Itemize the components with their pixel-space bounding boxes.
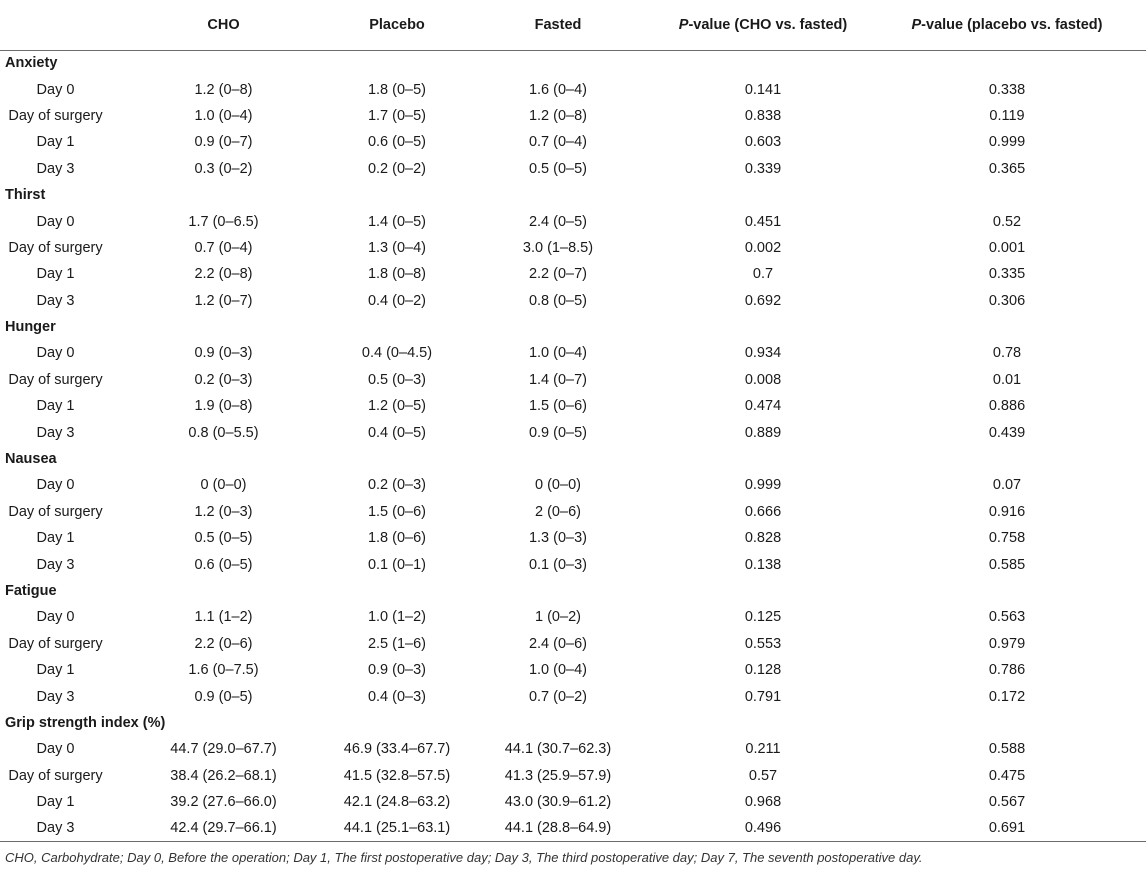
row-label: Day 0	[36, 213, 75, 230]
cell-cho: 0.8 (0–5.5)	[188, 424, 259, 441]
group-title: Nausea	[5, 451, 57, 468]
cell-cho: 44.7 (29.0–67.7)	[170, 741, 277, 758]
cell-fasted: 1.0 (0–4)	[528, 345, 588, 362]
cell-p-placebo-vs-fasted: 0.916	[988, 503, 1026, 520]
table-row	[0, 208, 1146, 234]
cell-p-placebo-vs-fasted: 0.886	[988, 398, 1026, 415]
table-row	[0, 763, 1146, 789]
cell-cho: 1.1 (1–2)	[194, 609, 253, 626]
cell-cho: 0.5 (0–5)	[194, 530, 253, 547]
cell-placebo: 0.4 (0–4.5)	[361, 345, 433, 362]
cell-p-cho-vs-fasted: 0.451	[744, 213, 782, 230]
group-row	[0, 578, 1146, 604]
cell-p-placebo-vs-fasted: 0.335	[988, 266, 1026, 283]
cell-p-cho-vs-fasted: 0.125	[744, 609, 782, 626]
row-label: Day 0	[36, 741, 75, 758]
row-label: Day of surgery	[8, 371, 103, 388]
cell-p-cho-vs-fasted: 0.838	[744, 107, 782, 124]
cell-fasted: 1.0 (0–4)	[528, 662, 588, 679]
cell-placebo: 0.4 (0–3)	[367, 688, 427, 705]
cell-p-cho-vs-fasted: 0.889	[744, 424, 782, 441]
row-label: Day 3	[36, 424, 75, 441]
cell-cho: 0 (0–0)	[200, 477, 247, 494]
table-row	[0, 525, 1146, 551]
cell-fasted: 44.1 (30.7–62.3)	[504, 741, 612, 758]
table-row	[0, 156, 1146, 182]
cell-p-placebo-vs-fasted: 0.07	[992, 477, 1022, 494]
cell-fasted: 1.6 (0–4)	[528, 81, 588, 98]
header-placebo: Placebo	[336, 0, 458, 50]
table-row	[0, 472, 1146, 498]
cell-placebo: 2.5 (1–6)	[367, 635, 427, 652]
cell-p-cho-vs-fasted: 0.141	[744, 81, 782, 98]
table-row	[0, 235, 1146, 261]
cell-fasted: 0.7 (0–4)	[528, 134, 588, 151]
header-fasted: Fasted	[458, 0, 658, 50]
cell-p-cho-vs-fasted: 0.474	[744, 398, 782, 415]
cell-placebo: 1.8 (0–8)	[367, 266, 427, 283]
cell-p-placebo-vs-fasted: 0.119	[989, 107, 1025, 124]
cell-cho: 1.2 (0–8)	[194, 81, 253, 98]
table-row	[0, 631, 1146, 657]
cell-fasted: 3.0 (1–8.5)	[522, 239, 594, 256]
cell-cho: 2.2 (0–8)	[194, 266, 253, 283]
cell-p-placebo-vs-fasted: 0.338	[988, 81, 1026, 98]
cell-placebo: 0.2 (0–3)	[367, 477, 427, 494]
cell-p-placebo-vs-fasted: 0.52	[992, 213, 1022, 230]
cell-p-cho-vs-fasted: 0.7	[752, 266, 774, 283]
cell-placebo: 1.7 (0–5)	[367, 107, 427, 124]
cell-p-cho-vs-fasted: 0.211	[745, 741, 781, 758]
group-title: Anxiety	[5, 55, 58, 72]
table-row	[0, 340, 1146, 366]
row-label: Day 3	[36, 292, 75, 309]
row-label: Day 1	[36, 794, 75, 811]
cell-p-placebo-vs-fasted: 0.475	[988, 767, 1026, 784]
row-label: Day 3	[0, 815, 111, 841]
cell-placebo: 0.4 (0–2)	[367, 292, 427, 309]
cell-fasted: 0.9 (0–5)	[528, 424, 588, 441]
table-row	[0, 604, 1146, 630]
cell-cho: 0.9 (0–5)	[194, 688, 253, 705]
row-label: Day 0	[36, 81, 75, 98]
cell-fasted: 44.1 (28.8–64.9)	[458, 815, 658, 841]
cell-p-placebo-vs-fasted: 0.78	[992, 345, 1022, 362]
cell-cho: 42.4 (29.7–66.1)	[111, 815, 336, 841]
table-row	[0, 499, 1146, 525]
cell-placebo: 1.5 (0–6)	[367, 503, 427, 520]
cell-cho: 2.2 (0–6)	[194, 635, 253, 652]
cell-fasted: 0.5 (0–5)	[528, 160, 588, 177]
cell-p-placebo-vs-fasted: 0.172	[988, 688, 1026, 705]
cell-p-cho-vs-fasted: 0.934	[744, 345, 782, 362]
cell-placebo: 0.9 (0–3)	[367, 662, 427, 679]
cell-p-cho-vs-fasted: 0.828	[744, 530, 782, 547]
cell-cho: 0.6 (0–5)	[194, 556, 253, 573]
cell-p-placebo-vs-fasted: 0.979	[988, 635, 1026, 652]
group-title: Hunger	[5, 319, 56, 336]
cell-cho: 1.9 (0–8)	[194, 398, 253, 415]
row-label: Day 0	[36, 609, 75, 626]
cell-fasted: 43.0 (30.9–61.2)	[504, 794, 612, 811]
table-row	[0, 419, 1146, 445]
cell-fasted: 0.8 (0–5)	[528, 292, 588, 309]
table-row	[0, 367, 1146, 393]
cell-cho: 1.2 (0–7)	[194, 292, 253, 309]
cell-p-placebo-vs-fasted: 0.01	[992, 371, 1022, 388]
row-label: Day of surgery	[8, 635, 103, 652]
cell-p-cho-vs-fasted: 0.138	[744, 556, 782, 573]
cell-cho: 38.4 (26.2–68.1)	[170, 767, 277, 784]
cell-cho: 0.2 (0–3)	[194, 371, 253, 388]
cell-placebo: 1.8 (0–6)	[367, 530, 427, 547]
header-p-placebo-vs-fasted	[868, 0, 1146, 50]
cell-p-cho-vs-fasted: 0.968	[744, 794, 782, 811]
p-label-rest: -value (placebo vs. fasted)	[921, 16, 1103, 33]
cell-fasted: 1 (0–2)	[535, 609, 581, 626]
group-row	[0, 50, 1146, 76]
cell-p-cho-vs-fasted: 0.339	[744, 160, 782, 177]
cell-p-cho-vs-fasted: 0.553	[744, 635, 782, 652]
table-row	[0, 76, 1146, 102]
row-label: Day 1	[36, 134, 75, 151]
cell-cho: 0.9 (0–7)	[194, 134, 253, 151]
header-cho: CHO	[111, 0, 336, 50]
p-italic: P	[911, 16, 922, 33]
cell-p-cho-vs-fasted: 0.666	[744, 503, 782, 520]
table-row	[0, 815, 1146, 841]
cell-placebo: 46.9 (33.4–67.7)	[343, 741, 451, 758]
table-row	[0, 736, 1146, 762]
cell-cho: 0.7 (0–4)	[194, 239, 253, 256]
table-row	[0, 393, 1146, 419]
cell-p-placebo-vs-fasted: 0.691	[868, 815, 1146, 841]
cell-p-placebo-vs-fasted: 0.758	[988, 530, 1026, 547]
cell-p-placebo-vs-fasted: 0.306	[988, 292, 1026, 309]
cell-cho: 0.9 (0–3)	[194, 345, 253, 362]
cell-p-cho-vs-fasted: 0.791	[744, 688, 782, 705]
cell-placebo: 1.8 (0–5)	[367, 81, 427, 98]
cell-fasted: 2 (0–6)	[535, 503, 581, 520]
table-row	[0, 261, 1146, 287]
cell-p-cho-vs-fasted: 0.603	[744, 134, 782, 151]
header-stub	[0, 0, 111, 50]
table-row	[0, 789, 1146, 815]
cell-fasted: 1.5 (0–6)	[528, 398, 588, 415]
row-label: Day of surgery	[8, 239, 103, 256]
cell-p-placebo-vs-fasted: 0.567	[988, 794, 1026, 811]
table-row	[0, 551, 1146, 577]
cell-placebo: 0.6 (0–5)	[367, 134, 427, 151]
row-label: Day 3	[36, 688, 75, 705]
cell-placebo: 1.0 (1–2)	[367, 609, 427, 626]
cell-p-placebo-vs-fasted: 0.001	[988, 239, 1026, 256]
table-body	[0, 50, 1146, 842]
cell-p-placebo-vs-fasted: 0.365	[988, 160, 1026, 177]
row-label: Day of surgery	[8, 107, 103, 124]
cell-p-placebo-vs-fasted: 0.439	[988, 424, 1026, 441]
group-row	[0, 446, 1146, 472]
cell-fasted: 1.2 (0–8)	[528, 107, 588, 124]
group-row	[0, 182, 1146, 208]
cell-p-placebo-vs-fasted: 0.786	[988, 662, 1026, 679]
cell-fasted: 0.1 (0–3)	[528, 556, 588, 573]
row-label: Day of surgery	[8, 503, 103, 520]
cell-p-placebo-vs-fasted: 0.585	[988, 556, 1026, 573]
row-label: Day 0	[36, 477, 75, 494]
cell-p-cho-vs-fasted: 0.57	[748, 767, 778, 784]
table-row	[0, 657, 1146, 683]
cell-placebo: 0.2 (0–2)	[367, 160, 427, 177]
cell-cho: 39.2 (27.6–66.0)	[170, 794, 277, 811]
row-label: Day 1	[36, 398, 75, 415]
group-title: Thirst	[5, 187, 46, 204]
cell-fasted: 0.7 (0–2)	[528, 688, 588, 705]
cell-placebo: 1.2 (0–5)	[367, 398, 427, 415]
table-footnote: CHO, Carbohydrate; Day 0, Before the operation; Day 1, The first postoperative day; Day 3, The third postoperative day; Day 7, The seventh postoperative day.	[5, 850, 923, 866]
cell-placebo: 0.4 (0–5)	[367, 424, 427, 441]
row-label: Day 3	[36, 556, 75, 573]
table-row	[0, 288, 1146, 314]
row-label: Day 1	[36, 266, 75, 283]
group-row	[0, 314, 1146, 340]
cell-placebo: 41.5 (32.8–57.5)	[343, 767, 451, 784]
row-label: Day 1	[36, 662, 75, 679]
cell-p-cho-vs-fasted: 0.002	[744, 239, 782, 256]
cell-cho: 1.6 (0–7.5)	[188, 662, 259, 679]
p-italic: P	[678, 16, 689, 33]
cell-p-placebo-vs-fasted: 0.588	[988, 741, 1026, 758]
row-label: Day 1	[36, 530, 75, 547]
cell-p-cho-vs-fasted: 0.496	[658, 815, 868, 841]
row-label: Day of surgery	[8, 767, 103, 784]
cell-fasted: 2.4 (0–5)	[528, 213, 588, 230]
cell-cho: 1.2 (0–3)	[194, 503, 253, 520]
cell-p-cho-vs-fasted: 0.999	[744, 477, 782, 494]
cell-cho: 1.0 (0–4)	[194, 107, 253, 124]
cell-fasted: 2.2 (0–7)	[528, 266, 588, 283]
cell-fasted: 0 (0–0)	[535, 477, 581, 494]
row-label: Day 3	[36, 160, 75, 177]
header-row	[0, 0, 1146, 50]
cell-cho: 0.3 (0–2)	[194, 160, 253, 177]
cell-fasted: 41.3 (25.9–57.9)	[504, 767, 612, 784]
cell-placebo: 44.1 (25.1–63.1)	[336, 815, 458, 841]
p-label-rest: -value (CHO vs. fasted)	[688, 16, 848, 33]
table-row	[0, 129, 1146, 155]
cell-p-placebo-vs-fasted: 0.563	[988, 609, 1026, 626]
cell-placebo: 1.4 (0–5)	[367, 213, 427, 230]
cell-p-cho-vs-fasted: 0.128	[744, 662, 782, 679]
cell-cho: 1.7 (0–6.5)	[188, 213, 259, 230]
group-title: Fatigue	[5, 583, 57, 599]
table-header	[0, 0, 1146, 50]
cell-p-cho-vs-fasted: 0.692	[744, 292, 782, 309]
cell-placebo: 1.3 (0–4)	[367, 239, 427, 256]
row-label: Day 0	[36, 345, 75, 362]
cell-p-cho-vs-fasted: 0.008	[744, 371, 782, 388]
table-row	[0, 683, 1146, 709]
table-row	[0, 103, 1146, 129]
group-title: Grip strength index (%)	[5, 714, 166, 731]
cell-placebo: 42.1 (24.8–63.2)	[343, 794, 451, 811]
header-p-cho-vs-fasted	[658, 0, 868, 50]
cell-fasted: 1.4 (0–7)	[528, 371, 588, 388]
cell-placebo: 0.5 (0–3)	[367, 371, 427, 388]
cell-p-placebo-vs-fasted: 0.999	[988, 134, 1026, 151]
cell-placebo: 0.1 (0–1)	[367, 556, 427, 573]
group-row	[0, 710, 1146, 736]
cell-fasted: 2.4 (0–6)	[528, 635, 588, 652]
cell-fasted: 1.3 (0–3)	[528, 530, 588, 547]
